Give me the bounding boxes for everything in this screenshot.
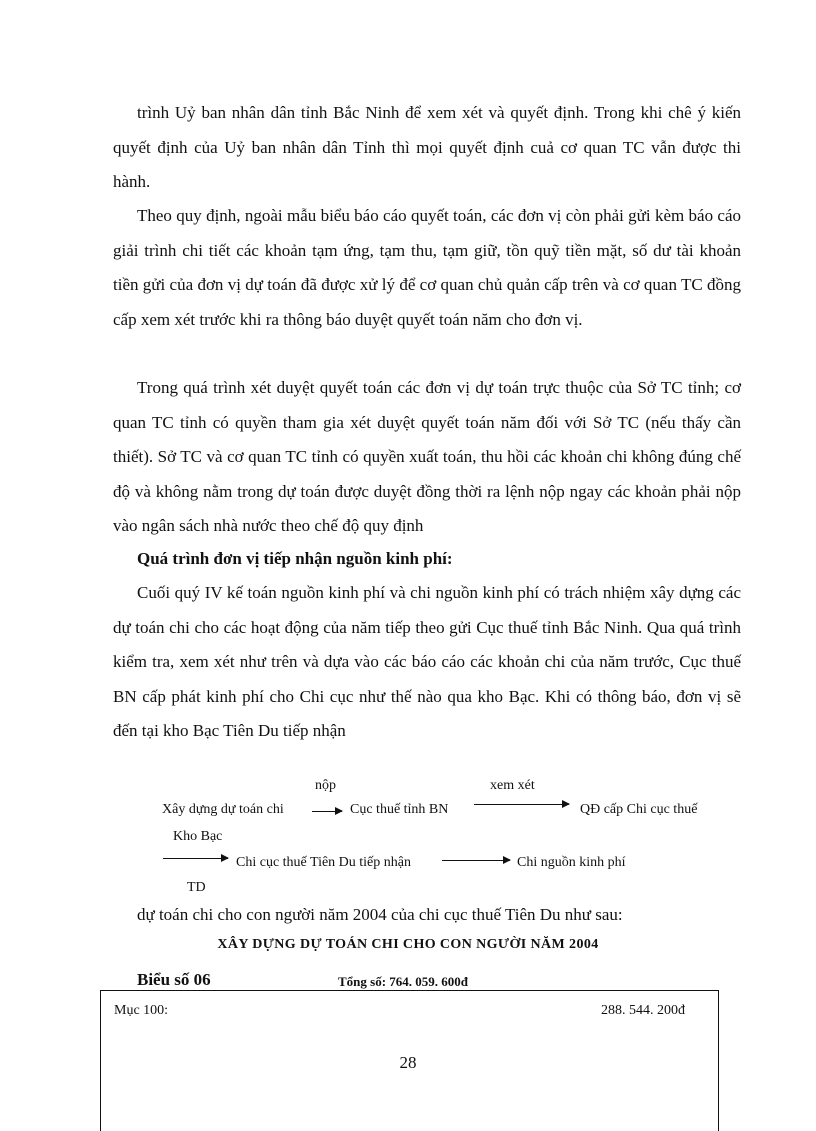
flow-label-xem-xet: xem xét (490, 778, 535, 793)
total-amount: Tổng số: 764. 059. 600đ (338, 974, 469, 989)
table-title: XÂY DỰNG DỰ TOÁN CHI CHO CON NGƯỜI NĂM 2004 (217, 937, 599, 952)
arrow-3 (163, 858, 228, 859)
flow-label-nop: nộp (315, 778, 336, 793)
flow-step-2: Cục thuế tỉnh BN (350, 802, 449, 817)
flow-step-5: Chi nguồn kinh phí (517, 855, 626, 870)
arrow-1 (312, 811, 342, 812)
row-label-muc-100: Mục 100: (114, 1003, 169, 1018)
flow-step-1: Xây dựng dự toán chi (162, 802, 284, 817)
flow-label-td: TD (187, 880, 206, 895)
page-number: 28 (399, 1053, 417, 1072)
flow-label-kho-bac: Kho Bạc (173, 829, 223, 844)
table-intro: dự toán chi cho con người năm 2004 của chi cục thuế Tiên Du như sau: (137, 905, 623, 924)
arrow-2 (474, 804, 569, 805)
row-amount-muc-100: 288. 544. 200đ (601, 1003, 685, 1018)
paragraph-1: trình Uỷ ban nhân dân tỉnh Bắc Ninh để xem xét và quyết định. Trong khi chê ý kiến quyết định của Uỷ ban nhân dân Tỉnh thì mọi quyết định cuả cơ quan TC vẫn được thi hành. (113, 103, 741, 191)
form-label: Biểu số 06 (137, 970, 211, 989)
section-heading: Quá trình đơn vị tiếp nhận nguồn kinh phí: (137, 549, 453, 568)
flow-step-4: Chi cục thuế Tiên Du tiếp nhận (236, 855, 411, 870)
arrow-4 (442, 860, 510, 861)
paragraph-2: Theo quy định, ngoài mẫu biểu báo cáo quyết toán, các đơn vị còn phải gửi kèm báo cáo giải trình chi tiết các khoản tạm ứng, tạm thu, tạm giữ, tồn quỹ tiền mặt, số dư tài khoản tiền gửi của đơn vị dự toán đã được xử lý để cơ quan chủ quản cấp trên và cơ quan TC đồng cấp xem xét trước khi ra thông báo duyệt quyết toán năm cho đơn vị. (113, 206, 741, 329)
paragraph-4: Cuối quý IV kế toán nguồn kinh phí và chi nguồn kinh phí có trách nhiệm xây dựng các dự toán chi cho các hoạt động của năm tiếp theo gửi Cục thuế tỉnh Bắc Ninh. Qua quá trình kiểm tra, xem xét như trên và dựa vào các báo cáo các khoản chi của năm trước, Cục thuế BN cấp phát kinh phí cho Chi cục như thế nào qua kho Bạc. Khi có thông báo, đơn vị sẽ đến tại kho Bạc Tiên Du tiếp nhận (113, 583, 741, 740)
paragraph-3: Trong quá trình xét duyệt quyết toán các đơn vị dự toán trực thuộc của Sở TC tỉnh; cơ quan TC tỉnh có quyền tham gia xét duyệt quyết toán năm đối với Sở TC (nếu thấy cần thiết). Sở TC và cơ quan TC tỉnh có quyền xuất toán, thu hồi các khoản chi không đúng chế độ và không nằm trong dự toán được duyệt đồng thời ra lệnh nộp ngay các khoản phải nộp vào ngân sách nhà nước theo chế độ quy định (113, 378, 741, 535)
flow-step-3: QĐ cấp Chi cục thuế (580, 802, 698, 817)
